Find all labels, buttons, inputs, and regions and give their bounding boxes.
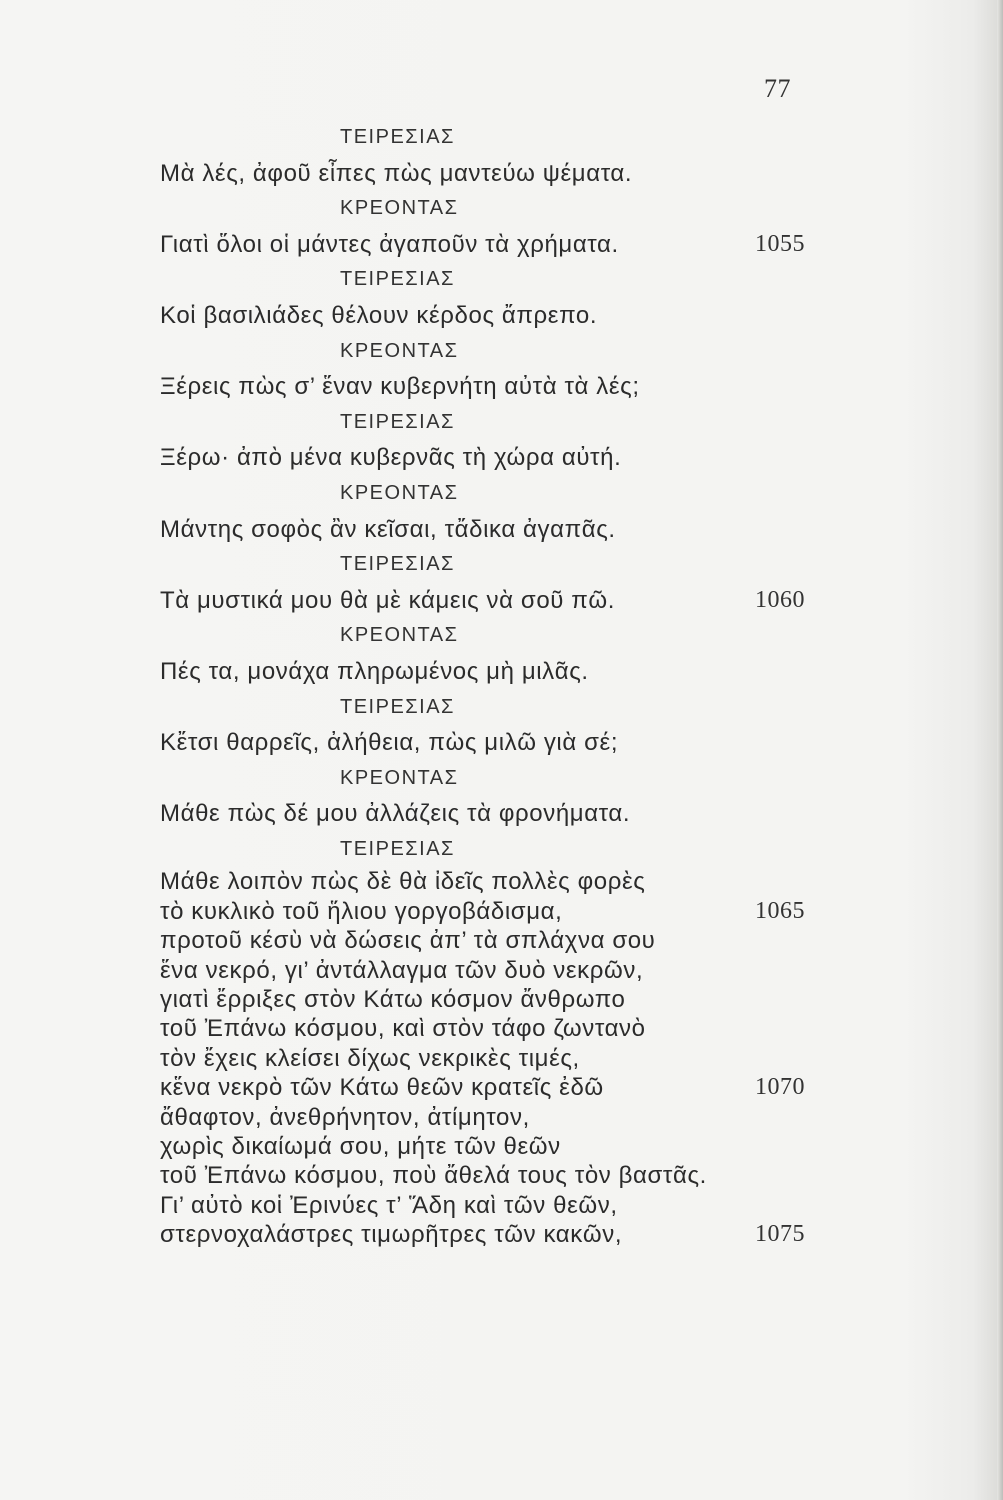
verse-text: Μάθε πὼς δέ μου ἀλλάζεις τὰ φρονήματα. xyxy=(160,800,631,828)
verse-line xyxy=(160,1073,820,1102)
verse-text: τοῦ Ἐπάνω κόσμου, καὶ στὸν τάφο ζωντανὸ xyxy=(160,1015,646,1043)
verse-line xyxy=(160,1103,820,1132)
speaker-name xyxy=(160,262,820,298)
verse-text: τοῦ Ἐπάνω κόσμου, ποὺ ἄθελά τους τὸν βαστᾶς. xyxy=(160,1162,707,1190)
verse-text: τὸν ἔχεις κλείσει δίχως νεκρικὲς τιμές, xyxy=(160,1044,580,1072)
verse-text: Κοἱ βασιλιάδες θέλουν κέρδος ἄπρεπο. xyxy=(160,301,598,329)
verse-line xyxy=(160,985,820,1014)
speaker-label: ΚΡΕΟΝΤΑΣ xyxy=(340,197,459,220)
speaker-name xyxy=(160,120,820,156)
verse-line xyxy=(160,1220,820,1249)
verse-text: Πές τα, μονάχα πληρωμένος μὴ μιλᾶς. xyxy=(160,657,589,685)
verse-line xyxy=(160,156,820,192)
verse-text: κἕνα νεκρὸ τῶν Κάτω θεῶν κρατεῖς ἐδῶ xyxy=(160,1074,604,1102)
speaker-name xyxy=(160,547,820,583)
verse-text: Μάθε λοιπὸν πὼς δὲ θὰ ἰδεῖς πολλὲς φορὲς xyxy=(160,868,646,896)
verse-text: τὸ κυκλικὸ τοῦ ἥλιου γοργοβάδισμα, xyxy=(160,897,563,925)
verse-line xyxy=(160,369,820,405)
speaker-label: ΚΡΕΟΝΤΑΣ xyxy=(340,624,459,647)
speaker-label: ΤΕΙΡΕΣΙΑΣ xyxy=(340,268,455,291)
verse-text: γιατὶ ἔρριξες στὸν Κάτω κόσμον ἄνθρωπο xyxy=(160,986,626,1014)
speaker-label: ΚΡΕΟΝΤΑΣ xyxy=(340,481,459,504)
verse-text: ἄθαφτον, ἀνεθρήνητον, ἀτίμητον, xyxy=(160,1103,530,1131)
line-number: 1070 xyxy=(755,1074,805,1101)
verse-line xyxy=(160,1014,820,1043)
verse-line xyxy=(160,583,820,619)
verse-text-block xyxy=(160,120,820,1250)
line-number: 1055 xyxy=(755,230,805,257)
verse-line xyxy=(160,956,820,985)
verse-text: Μὰ λές, ἀφοῦ εἶπες πὼς μαντεύω ψέματα. xyxy=(160,159,633,187)
page-edge-shadow xyxy=(997,0,1003,1500)
speaker-label: ΚΡΕΟΝΤΑΣ xyxy=(340,339,459,362)
verse-line xyxy=(160,1132,820,1161)
verse-line xyxy=(160,1191,820,1220)
line-number: 1060 xyxy=(755,586,805,613)
verse-text: χωρὶς δικαίωμά σου, μήτε τῶν θεῶν xyxy=(160,1132,561,1160)
verse-text: Ξέρω· ἀπὸ μένα κυβερνᾶς τὴ χώρα αὐτή. xyxy=(160,444,622,472)
speaker-label: ΤΕΙΡΕΣΙΑΣ xyxy=(340,695,455,718)
verse-text: Γι’ αὐτὸ κοἱ Ἐρινύες τ’ Ἅδη καὶ τῶν θεῶν, xyxy=(160,1191,618,1219)
verse-text: προτοῦ κέσὺ νὰ δώσεις ἀπ’ τὰ σπλάχνα σου xyxy=(160,927,656,955)
speaker-label: ΤΕΙΡΕΣΙΑΣ xyxy=(340,126,455,148)
verse-text: Μάντης σοφὸς ἂν κεῖσαι, τἄδικα ἀγαπᾶς. xyxy=(160,515,616,543)
verse-line xyxy=(160,796,820,832)
speaker-name xyxy=(160,334,820,370)
verse-line xyxy=(160,1161,820,1190)
speaker-label: ΤΕΙΡΕΣΙΑΣ xyxy=(340,837,455,860)
line-number: 1065 xyxy=(755,897,805,924)
verse-line xyxy=(160,867,820,896)
verse-line xyxy=(160,654,820,690)
speaker-name xyxy=(160,405,820,441)
speaker-name xyxy=(160,690,820,726)
verse-line xyxy=(160,440,820,476)
verse-line xyxy=(160,298,820,334)
speaker-label: ΤΕΙΡΕΣΙΑΣ xyxy=(340,553,455,576)
verse-line xyxy=(160,512,820,548)
verse-line xyxy=(160,725,820,761)
verse-text: Ξέρεις πὼς σ’ ἕναν κυβερνήτη αὐτὰ τὰ λές; xyxy=(160,373,640,401)
line-number: 1075 xyxy=(755,1221,805,1248)
speaker-name xyxy=(160,476,820,512)
verse-text: στερνοχαλάστρες τιμωρῆτρες τῶν κακῶν, xyxy=(160,1221,623,1249)
verse-line xyxy=(160,1044,820,1073)
verse-line xyxy=(160,926,820,955)
speaker-name xyxy=(160,761,820,797)
verse-line xyxy=(160,897,820,926)
verse-text: Κἔτσι θαρρεῖς, ἀλήθεια, πὼς μιλῶ γιὰ σέ; xyxy=(160,729,619,757)
speaker-label: ΤΕΙΡΕΣΙΑΣ xyxy=(340,410,455,433)
speaker-name xyxy=(160,832,820,868)
verse-text: ἕνα νεκρό, γι’ ἀντάλλαγμα τῶν δυὸ νεκρῶν, xyxy=(160,956,644,984)
page-number: 77 xyxy=(764,74,791,103)
speaker-name xyxy=(160,191,820,227)
verse-line xyxy=(160,227,820,263)
verse-text: Τὰ μυστικά μου θὰ μὲ κάμεις νὰ σοῦ πῶ. xyxy=(160,586,616,614)
speaker-name xyxy=(160,618,820,654)
speaker-label: ΚΡΕΟΝΤΑΣ xyxy=(340,766,459,789)
verse-text: Γιατὶ ὅλοι οἱ μάντες ἀγαποῦν τὰ χρήματα. xyxy=(160,230,619,258)
